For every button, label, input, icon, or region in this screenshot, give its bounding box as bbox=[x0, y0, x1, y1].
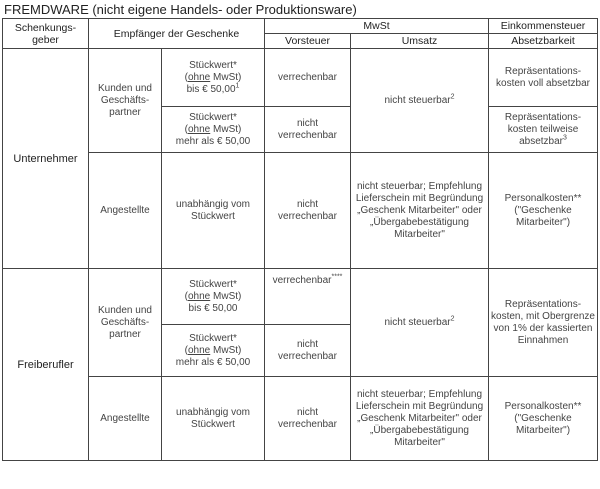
umsatz-nicht-steuerbar bbox=[351, 269, 489, 377]
threshold-mehr: mehr als € 50,00 bbox=[175, 356, 251, 368]
ohne-text: ohne bbox=[187, 344, 211, 356]
threshold-mehr: mehr als € 50,00 bbox=[175, 135, 251, 147]
stueckwert-bis-cell bbox=[162, 49, 265, 107]
absetz-teilweise bbox=[489, 107, 598, 153]
header-einkommensteuer: Einkommensteuer bbox=[489, 19, 598, 34]
vorsteuer-text: verrechenbar bbox=[272, 275, 332, 286]
recipient-angestellte: Angestellte bbox=[89, 377, 162, 461]
stueckwert-label: Stückwert* bbox=[189, 278, 237, 290]
footnote-4: **** bbox=[331, 273, 343, 281]
ohne-text: ohne bbox=[187, 71, 211, 83]
recipient-kunden: Kunden und Geschäfts-partner bbox=[89, 269, 162, 377]
footnote-2: 2 bbox=[450, 93, 455, 101]
stueckwert-bis-cell bbox=[162, 269, 265, 325]
stueckwert-mehr-cell bbox=[162, 107, 265, 153]
stueckwert-label: Stückwert* bbox=[189, 111, 237, 123]
stueckwert-label: Stückwert* bbox=[189, 59, 237, 71]
umsatz-lieferschein: nicht steuerbar; Empfehlung Lieferschein mit Begründung „Geschenk Mitarbeiter" oder „Übergabebestätigung Mitarbeiter" bbox=[351, 377, 489, 461]
recipient-kunden: Kunden und Geschäfts-partner bbox=[89, 49, 162, 153]
header-umsatz: Umsatz bbox=[351, 34, 489, 49]
header-vorsteuer: Vorsteuer bbox=[265, 34, 351, 49]
vorsteuer-nicht-verrechenbar: nicht verrechenbar bbox=[265, 377, 351, 461]
absetz-personalkosten: Personalkosten** ("Geschenke Mitarbeiter") bbox=[489, 153, 598, 269]
mwst-text: MwSt) bbox=[210, 123, 242, 135]
unabhaengig-stueckwert: unabhängig vom Stückwert bbox=[162, 377, 265, 461]
vorsteuer-nicht-verrechenbar: nicht verrechenbar bbox=[265, 107, 351, 153]
entity-unternehmer: Unternehmer bbox=[3, 49, 89, 269]
ohne-mwst: (ohne MwSt) bbox=[184, 71, 242, 83]
absetz-obergrenze: Repräsentations-kosten, mit Obergrenze von 1% der kassierten Einnahmen bbox=[489, 269, 598, 377]
stueckwert-label: Stückwert* bbox=[189, 332, 237, 344]
gift-tax-table bbox=[2, 18, 598, 461]
entity-freiberufler: Freiberufler bbox=[3, 269, 89, 461]
threshold-bis bbox=[164, 84, 262, 96]
absetz-voll: Repräsentations-kosten voll absetzbar bbox=[489, 49, 598, 107]
vorsteuer-verrechenbar: verrechenbar bbox=[265, 49, 351, 107]
vorsteuer-verrechenbar bbox=[265, 269, 351, 325]
absetz-teilweise-text: Repräsentations-kosten teilweise absetzbar bbox=[504, 111, 582, 147]
footnote-1: 1 bbox=[235, 82, 240, 90]
mwst-text: MwSt) bbox=[210, 71, 242, 83]
footnote-3: 3 bbox=[563, 134, 567, 142]
ohne-text: ohne bbox=[187, 123, 211, 135]
bis-text: bis € 50,00 bbox=[186, 83, 236, 95]
header-mwst: MwSt bbox=[265, 19, 489, 34]
header-absetzbarkeit: Absetzbarkeit bbox=[489, 34, 598, 49]
vorsteuer-nicht-verrechenbar: nicht verrechenbar bbox=[265, 153, 351, 269]
ohne-mwst: (ohne MwSt) bbox=[184, 290, 242, 302]
umsatz-nicht-steuerbar bbox=[351, 49, 489, 153]
mwst-text: MwSt) bbox=[210, 344, 242, 356]
threshold-bis: bis € 50,00 bbox=[188, 302, 238, 314]
page-title: FREMDWARE (nicht eigene Handels- oder Produktionsware) bbox=[4, 2, 357, 17]
ohne-text: ohne bbox=[187, 290, 211, 302]
umsatz-lieferschein: nicht steuerbar; Empfehlung Lieferschein mit Begründung „Geschenk Mitarbeiter" oder „Übergabebestätigung Mitarbeiter" bbox=[351, 153, 489, 269]
unabhaengig-stueckwert: unabhängig vom Stückwert bbox=[162, 153, 265, 269]
ohne-mwst: (ohne MwSt) bbox=[184, 123, 242, 135]
footnote-2: 2 bbox=[450, 315, 455, 323]
ohne-mwst: (ohne MwSt) bbox=[184, 344, 242, 356]
absetz-personalkosten: Personalkosten** ("Geschenke Mitarbeiter") bbox=[489, 377, 598, 461]
mwst-text: MwSt) bbox=[210, 290, 242, 302]
recipient-angestellte: Angestellte bbox=[89, 153, 162, 269]
vorsteuer-nicht-verrechenbar: nicht verrechenbar bbox=[265, 325, 351, 377]
umsatz-text: nicht steuerbar bbox=[384, 94, 451, 106]
header-empfaenger: Empfänger der Geschenke bbox=[89, 19, 265, 49]
header-schenkungsgeber: Schenkungs- geber bbox=[3, 19, 89, 49]
umsatz-text: nicht steuerbar bbox=[384, 316, 451, 328]
stueckwert-mehr-cell bbox=[162, 325, 265, 377]
